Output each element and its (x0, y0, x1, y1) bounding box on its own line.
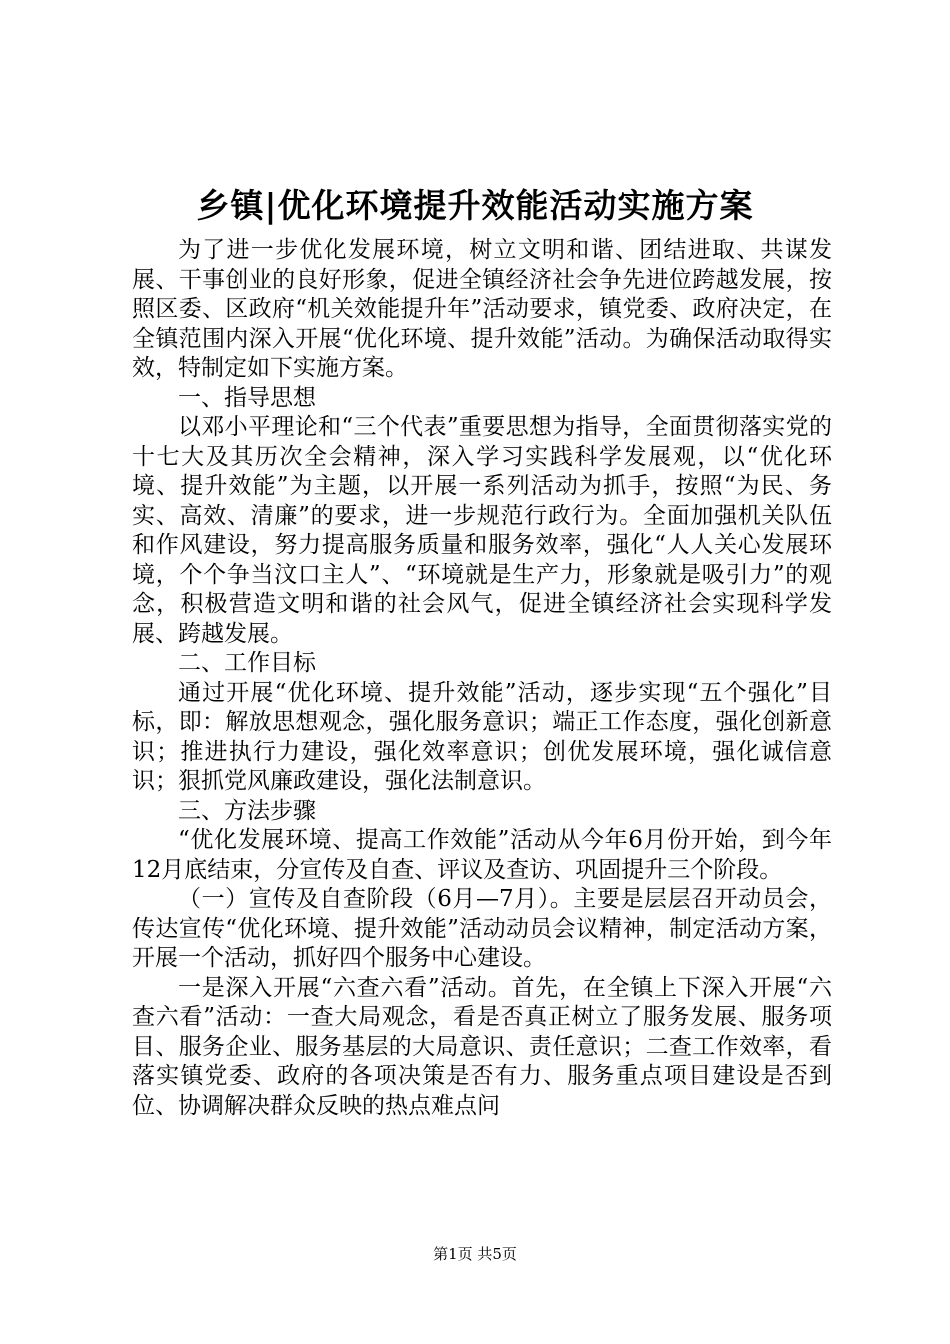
document-title: 乡镇|优化环境提升效能活动实施方案 (196, 186, 754, 225)
page-number-footer: 第1页 共5页 (433, 1245, 517, 1263)
document-body (132, 236, 832, 1121)
section-heading-work-goals: 二、工作目标 (178, 650, 316, 676)
guiding-ideology-paragraph: 以邓小平理论和“三个代表”重要思想为指导，全面贯彻落实党的十七大及其历次全会精神，深入学习实践科学发展观，以“优化环境、提升效能”为主题，以开展一系列活动为抓手，按照“为民、务实、高效、清廉”的要求，进一步规范行政行为。全面加强机关队伍和作风建设，努力提高服务质量和服务效率，强化“人人关心发展环境，个个争当汶口主人”、“环境就是生产力，形象就是吸引力”的观念，积极营造文明和谐的社会风气，促进全镇经济社会实现科学发展、跨越发展。 (132, 414, 832, 647)
section-heading-guiding-ideology: 一、指导思想 (178, 384, 316, 411)
six-checks-paragraph: 一是深入开展“六查六看”活动。首先，在全镇上下深入开展“六查六看”活动：一查大局观念，看是否真正树立了服务发展、服务项目、服务企业、服务基层的大局意识、责任意识；二查工作效率，看落实镇党委、政府的各项决策是否有力、服务重点项目建设是否到位、协调解决群众反映的热点难点问 (132, 974, 832, 1119)
intro-paragraph: 为了进一步优化发展环境，树立文明和谐、团结进取、共谋发展、干事创业的良好形象，促进全镇经济社会争先进位跨越发展，按照区委、区政府“机关效能提升年”活动要求，镇党委、政府决定，在全镇范围内深入开展“优化环境、提升效能”活动。为确保活动取得实效，特制定如下实施方案。 (132, 237, 832, 381)
stage-one-paragraph: （一）宣传及自查阶段（6月—7月）。主要是层层召开动员会，传达宣传“优化环境、提升效能”活动动员会议精神，制定活动方案，开展一个活动，抓好四个服务中心建设。 (132, 886, 832, 971)
work-goals-paragraph: 通过开展“优化环境、提升效能”活动，逐步实现“五个强化”目标，即：解放思想观念，强化服务意识；端正工作态度，强化创新意识；推进执行力建设，强化效率意识；创优发展环境，强化诚信意识；狠抓党风廉政建设，强化法制意识。 (132, 679, 832, 794)
section-heading-method-steps: 三、方法步骤 (178, 797, 316, 824)
method-steps-paragraph: “优化发展环境、提高工作效能”活动从今年6月份开始，到今年12月底结束，分宣传及自查、评议及查访、巩固提升三个阶段。 (132, 827, 832, 883)
